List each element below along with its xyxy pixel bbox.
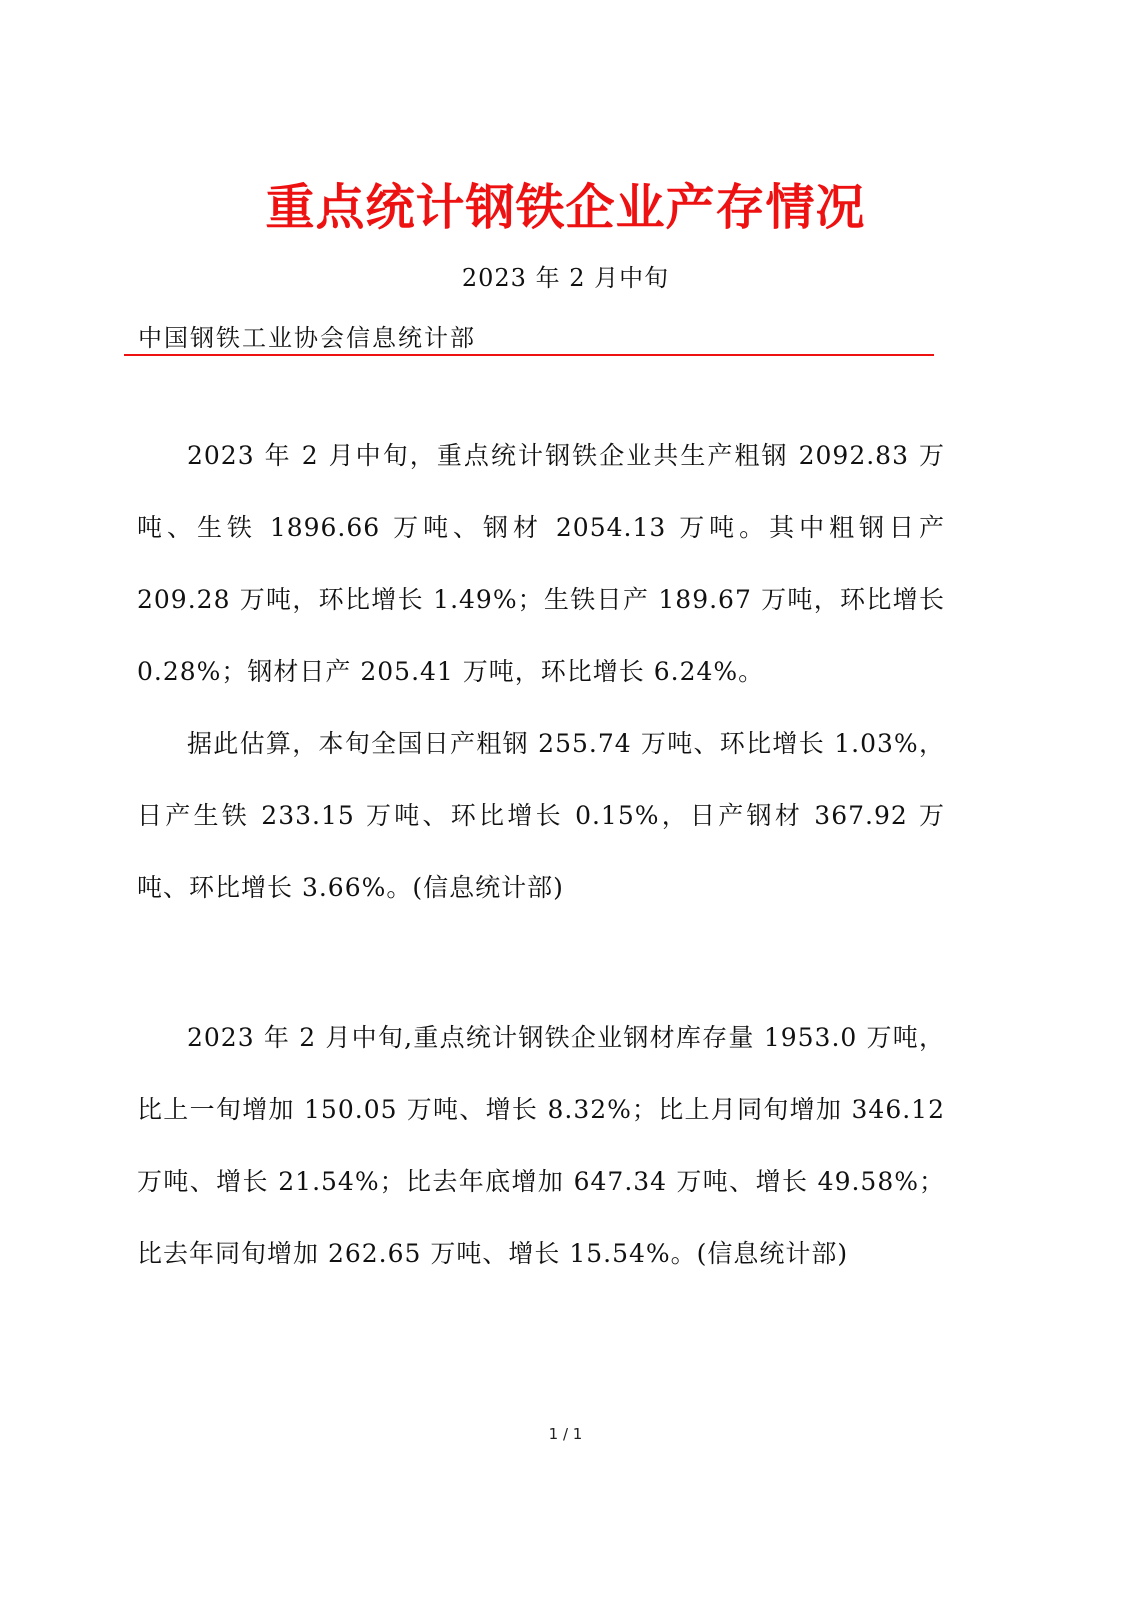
- document-title: 重点统计钢铁企业产存情况: [265, 179, 866, 236]
- production-paragraph: 2023 年 2 月中旬，重点统计钢铁企业共生产粗钢 2092.83 万吨、生铁 1896.66 万吨、钢材 2054.13 万吨。其中粗钢日产 209.28 万吨，环比增长 1.49%；生铁日产 189.67 万吨，环比增长 0.28%；钢材日产 205.41 万吨，环比增长 6.24%。: [137, 441, 945, 686]
- page-number: 1 / 1: [548, 1425, 583, 1443]
- header-divider: [124, 354, 934, 356]
- issuing-department: 中国钢铁工业协会信息统计部: [138, 324, 476, 352]
- inventory-paragraph: 2023 年 2 月中旬,重点统计钢铁企业钢材库存量 1953.0 万吨，比上一旬增加 150.05 万吨、增长 8.32%；比上月同旬增加 346.12 万吨、增长 21.54%；比去年底增加 647.34 万吨、增长 49.58%；比去年同旬增加 262.65 万吨、增长 15.54%。(信息统计部): [137, 1023, 945, 1268]
- national-estimate-paragraph: 据此估算，本旬全国日产粗钢 255.74 万吨、环比增长 1.03%，日产生铁 233.15 万吨、环比增长 0.15%，日产钢材 367.92 万吨、环比增长 3.66%。(信息统计部): [137, 729, 945, 902]
- document-date: 2023 年 2 月中旬: [461, 264, 670, 292]
